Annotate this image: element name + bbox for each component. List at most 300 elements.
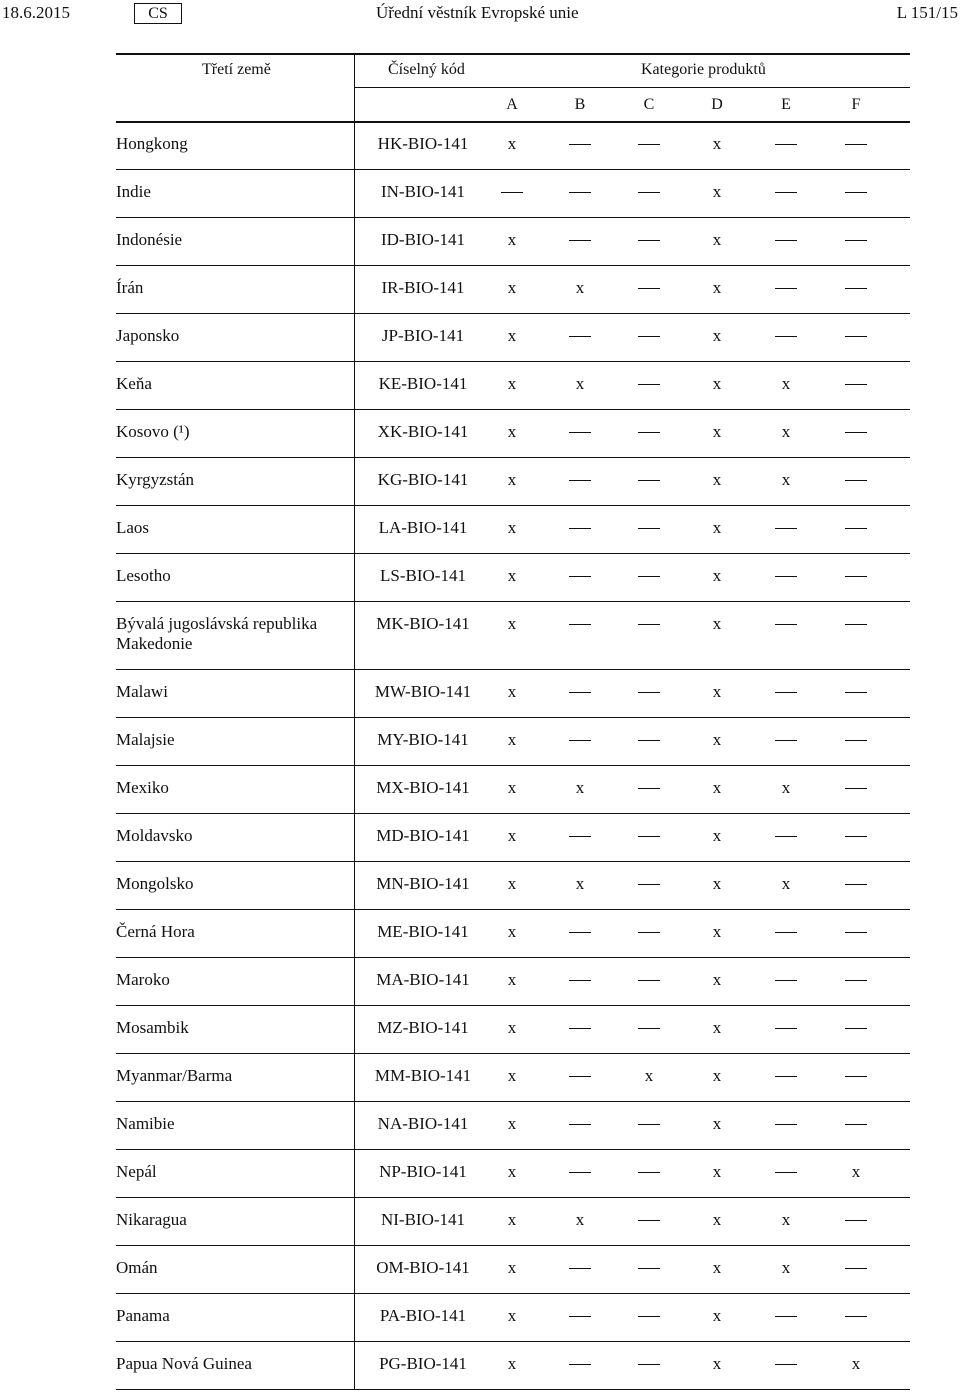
category-cell-f (836, 1258, 876, 1278)
row-rule (116, 957, 910, 958)
category-cell-d: x (712, 1258, 722, 1277)
numeric-code: MM-BIO-141 (374, 1066, 472, 1085)
dash-mark (775, 1028, 797, 1029)
page-number: L 151/15 (896, 3, 958, 22)
dash-mark (569, 836, 591, 837)
dash-mark (775, 1364, 797, 1365)
category-cell-c (629, 374, 669, 394)
header-code: Číselný kód (388, 61, 465, 78)
category-cell-a: x (507, 422, 517, 441)
category-cell-e (766, 566, 806, 586)
category-header-a: A (506, 96, 518, 113)
header-categories: Kategorie produktů (641, 61, 766, 78)
row-rule (116, 765, 910, 766)
category-cell-c (629, 1306, 669, 1326)
dash-mark (638, 884, 660, 885)
category-cell-c (629, 1162, 669, 1182)
row-rule (116, 553, 910, 554)
row-rule (116, 169, 910, 170)
dash-mark (569, 1028, 591, 1029)
category-cell-f (836, 922, 876, 942)
dash-mark (775, 192, 797, 193)
dash-mark (775, 240, 797, 241)
category-cell-e (766, 1018, 806, 1038)
category-cell-e (766, 1162, 806, 1182)
category-cell-f (836, 470, 876, 490)
category-cell-f (836, 422, 876, 442)
table-row (116, 1053, 910, 1101)
dash-mark (845, 240, 867, 241)
category-cell-b (560, 230, 600, 250)
dash-mark (775, 1124, 797, 1125)
category-cell-b: x (575, 1210, 585, 1229)
country-name: Nikaragua (116, 1210, 187, 1229)
dash-mark (638, 336, 660, 337)
dash-mark (638, 576, 660, 577)
category-cell-b (560, 1018, 600, 1038)
dash-mark (845, 788, 867, 789)
table-row (116, 765, 910, 813)
dash-mark (638, 1220, 660, 1221)
category-cell-c (629, 1354, 669, 1374)
dash-mark (569, 528, 591, 529)
category-cell-e: x (781, 1258, 791, 1277)
dash-mark (638, 240, 660, 241)
dash-mark (845, 576, 867, 577)
dash-mark (638, 692, 660, 693)
category-header-b: B (574, 96, 586, 113)
category-cell-d: x (712, 326, 722, 345)
category-cell-b (560, 1162, 600, 1182)
dash-mark (845, 480, 867, 481)
table-top-rule (116, 53, 910, 55)
row-rule (116, 813, 910, 814)
category-cell-e (766, 1354, 806, 1374)
table-row (116, 265, 910, 313)
dash-mark (845, 884, 867, 885)
category-cell-f (836, 1066, 876, 1086)
category-cell-a: x (507, 1354, 517, 1373)
category-cell-e (766, 730, 806, 750)
category-cell-a: x (507, 1258, 517, 1277)
dash-mark (569, 932, 591, 933)
row-rule (116, 1005, 910, 1006)
dash-mark (845, 740, 867, 741)
dash-mark (569, 144, 591, 145)
category-cell-a: x (507, 778, 517, 797)
category-cell-c (629, 326, 669, 346)
dash-mark (845, 1028, 867, 1029)
category-cell-e: x (781, 470, 791, 489)
category-cell-d: x (712, 278, 722, 297)
category-cell-d: x (712, 518, 722, 537)
row-rule (116, 717, 910, 718)
category-cell-c: x (644, 1066, 654, 1085)
category-cell-b (560, 134, 600, 154)
category-cell-b: x (575, 374, 585, 393)
row-rule (116, 1053, 910, 1054)
country-name: Kyrgyzstán (116, 470, 195, 489)
category-cell-e: x (781, 422, 791, 441)
category-cell-a: x (507, 470, 517, 489)
category-cell-a: x (507, 922, 517, 941)
table-row (116, 553, 910, 601)
numeric-code: NI-BIO-141 (380, 1210, 466, 1229)
numeric-code: KG-BIO-141 (377, 470, 469, 489)
category-cell-a: x (507, 1066, 517, 1085)
category-cell-b (560, 1306, 600, 1326)
category-header-d: D (711, 96, 723, 113)
country-name: Myanmar/Barma (116, 1066, 233, 1085)
dash-mark (775, 1172, 797, 1173)
table-row (116, 1293, 910, 1341)
dash-mark (638, 836, 660, 837)
row-rule (116, 313, 910, 314)
dash-mark (638, 1268, 660, 1269)
category-cell-b (560, 922, 600, 942)
category-cell-f (836, 230, 876, 250)
dash-mark (569, 240, 591, 241)
dash-mark (638, 624, 660, 625)
category-cell-f (836, 518, 876, 538)
table-row (116, 601, 910, 669)
numeric-code: JP-BIO-141 (381, 326, 465, 345)
table-row (116, 861, 910, 909)
category-cell-a: x (507, 326, 517, 345)
category-cell-e (766, 1114, 806, 1134)
row-rule (116, 1245, 910, 1246)
numeric-code: MN-BIO-141 (376, 874, 470, 893)
header-column-divider (354, 53, 355, 87)
table-row (116, 457, 910, 505)
category-cell-b (560, 326, 600, 346)
row-rule (116, 669, 910, 670)
numeric-code: MX-BIO-141 (376, 778, 470, 797)
category-cell-f (836, 278, 876, 298)
category-cell-f (836, 1114, 876, 1134)
row-rule (116, 409, 910, 410)
dash-mark (845, 1124, 867, 1125)
category-cell-d: x (712, 922, 722, 941)
category-header-c: C (643, 96, 655, 113)
dash-mark (775, 288, 797, 289)
category-cell-c (629, 970, 669, 990)
category-cell-d: x (712, 1354, 722, 1373)
category-cell-e: x (781, 778, 791, 797)
header-country: Třetí země (202, 61, 271, 78)
category-cell-e (766, 682, 806, 702)
category-cell-e (766, 826, 806, 846)
category-cell-b (560, 422, 600, 442)
category-cell-c (629, 682, 669, 702)
table-row (116, 217, 910, 265)
row-rule (116, 121, 910, 123)
category-cell-f (836, 970, 876, 990)
category-cell-a: x (507, 374, 517, 393)
country-name: Kosovo (¹) (116, 422, 190, 441)
numeric-code: IN-BIO-141 (380, 182, 466, 201)
category-cell-d: x (712, 470, 722, 489)
category-cell-f (836, 1018, 876, 1038)
category-cell-a: x (507, 1210, 517, 1229)
category-cell-a: x (507, 1018, 517, 1037)
category-cell-b (560, 682, 600, 702)
numeric-code: LS-BIO-141 (380, 566, 466, 585)
journal-title: Úřední věstník Evropské unie (376, 3, 579, 22)
dash-mark (845, 384, 867, 385)
category-cell-b (560, 518, 600, 538)
country-name: Laos (116, 518, 150, 537)
category-cell-e (766, 970, 806, 990)
dash-mark (845, 192, 867, 193)
row-rule (116, 457, 910, 458)
category-cell-c (629, 470, 669, 490)
dash-mark (845, 1220, 867, 1221)
dash-mark (638, 432, 660, 433)
category-cell-f (836, 1210, 876, 1230)
category-cell-d: x (712, 374, 722, 393)
category-cell-f (836, 874, 876, 894)
dash-mark (569, 432, 591, 433)
category-cell-a: x (507, 1306, 517, 1325)
table-row (116, 409, 910, 457)
row-rule (116, 1101, 910, 1102)
category-cell-f (836, 374, 876, 394)
dash-mark (638, 384, 660, 385)
category-cell-e (766, 278, 806, 298)
country-name: Panama (116, 1306, 170, 1325)
dash-mark (845, 336, 867, 337)
table-row (116, 361, 910, 409)
country-name: Papua Nová Guinea (116, 1354, 252, 1373)
country-name: Maroko (116, 970, 170, 989)
category-cell-d: x (712, 182, 722, 201)
country-name: Namibie (116, 1114, 175, 1133)
numeric-code: KE-BIO-141 (378, 374, 468, 393)
dash-mark (638, 192, 660, 193)
table-row (116, 505, 910, 553)
numeric-code: NP-BIO-141 (379, 1162, 467, 1181)
dash-mark (569, 692, 591, 693)
dash-mark (845, 432, 867, 433)
category-cell-d: x (712, 230, 722, 249)
category-cell-c (629, 614, 669, 634)
category-cell-d: x (712, 1114, 722, 1133)
table-row (116, 1341, 910, 1389)
category-cell-f (836, 182, 876, 202)
numeric-code: MD-BIO-141 (376, 826, 470, 845)
dash-mark (638, 1124, 660, 1125)
table-row (116, 121, 910, 169)
table-row (116, 813, 910, 861)
table-row (116, 957, 910, 1005)
category-header-e: E (781, 96, 791, 113)
category-cell-d: x (712, 874, 722, 893)
category-cell-f: x (851, 1162, 861, 1181)
category-cell-d: x (712, 134, 722, 153)
category-cell-c (629, 826, 669, 846)
category-cell-a: x (507, 134, 517, 153)
row-rule (116, 265, 910, 266)
category-cell-d: x (712, 778, 722, 797)
dash-mark (845, 1316, 867, 1317)
category-cell-a: x (507, 1162, 517, 1181)
numeric-code: MY-BIO-141 (377, 730, 469, 749)
category-cell-e (766, 922, 806, 942)
category-cell-f (836, 730, 876, 750)
country-name: Keňa (116, 374, 152, 393)
category-cell-b (560, 182, 600, 202)
table-row (116, 169, 910, 217)
country-name: Bývalá jugoslávská republika Makedonie (116, 614, 318, 653)
table-row (116, 669, 910, 717)
category-cell-a (492, 182, 532, 202)
dash-mark (638, 528, 660, 529)
category-cell-f (836, 682, 876, 702)
dash-mark (845, 624, 867, 625)
country-name: Černá Hora (116, 922, 195, 941)
table-row (116, 717, 910, 765)
category-cell-a: x (507, 518, 517, 537)
category-cell-f (836, 778, 876, 798)
header-rule (354, 87, 910, 88)
category-cell-d: x (712, 1162, 722, 1181)
numeric-code: IR-BIO-141 (381, 278, 465, 297)
table-row (116, 1197, 910, 1245)
dash-mark (775, 1076, 797, 1077)
category-cell-a: x (507, 970, 517, 989)
dash-mark (638, 1364, 660, 1365)
category-cell-b (560, 1066, 600, 1086)
category-cell-a: x (507, 566, 517, 585)
category-cell-c (629, 422, 669, 442)
dash-mark (845, 836, 867, 837)
dash-mark (845, 528, 867, 529)
dash-mark (569, 1076, 591, 1077)
category-cell-c (629, 1114, 669, 1134)
category-cell-b: x (575, 278, 585, 297)
country-name: Lesotho (116, 566, 171, 585)
category-cell-e (766, 614, 806, 634)
numeric-code: NA-BIO-141 (377, 1114, 469, 1133)
dash-mark (569, 336, 591, 337)
category-cell-a: x (507, 874, 517, 893)
category-cell-c (629, 134, 669, 154)
dash-mark (569, 1268, 591, 1269)
dash-mark (775, 144, 797, 145)
column-divider (354, 87, 355, 1389)
dash-mark (638, 144, 660, 145)
category-cell-a: x (507, 826, 517, 845)
category-cell-b (560, 614, 600, 634)
numeric-code: PA-BIO-141 (379, 1306, 467, 1325)
table-row (116, 909, 910, 957)
category-cell-e (766, 518, 806, 538)
category-cell-d: x (712, 614, 722, 633)
country-name: Japonsko (116, 326, 180, 345)
dash-mark (845, 1268, 867, 1269)
dash-mark (845, 692, 867, 693)
category-cell-b: x (575, 778, 585, 797)
dash-mark (775, 932, 797, 933)
dash-mark (569, 624, 591, 625)
category-cell-e: x (781, 374, 791, 393)
category-cell-a: x (507, 1114, 517, 1133)
dash-mark (501, 192, 523, 193)
category-cell-d: x (712, 970, 722, 989)
country-name: Mosambik (116, 1018, 189, 1037)
category-cell-d: x (712, 1306, 722, 1325)
category-cell-b (560, 1258, 600, 1278)
dash-mark (638, 1028, 660, 1029)
row-rule (116, 909, 910, 910)
country-name: Moldavsko (116, 826, 193, 845)
row-rule (116, 1197, 910, 1198)
dash-mark (638, 932, 660, 933)
country-name: Írán (116, 278, 144, 297)
category-cell-d: x (712, 682, 722, 701)
row-rule (116, 861, 910, 862)
dash-mark (775, 1316, 797, 1317)
category-cell-c (629, 1018, 669, 1038)
numeric-code: MW-BIO-141 (374, 682, 472, 701)
category-cell-a: x (507, 730, 517, 749)
category-cell-e (766, 182, 806, 202)
row-rule (116, 1389, 910, 1390)
category-cell-c (629, 874, 669, 894)
numeric-code: OM-BIO-141 (376, 1258, 470, 1277)
category-cell-d: x (712, 422, 722, 441)
row-rule (116, 217, 910, 218)
row-rule (116, 361, 910, 362)
dash-mark (569, 740, 591, 741)
dash-mark (845, 144, 867, 145)
category-cell-c (629, 278, 669, 298)
category-cell-d: x (712, 730, 722, 749)
country-name: Omán (116, 1258, 158, 1277)
country-name: Hongkong (116, 134, 188, 153)
table-row (116, 1149, 910, 1197)
category-cell-b: x (575, 874, 585, 893)
dash-mark (775, 692, 797, 693)
dash-mark (845, 980, 867, 981)
dash-mark (775, 836, 797, 837)
category-cell-e (766, 1066, 806, 1086)
category-cell-e (766, 230, 806, 250)
numeric-code: MA-BIO-141 (376, 970, 470, 989)
category-cell-c (629, 1258, 669, 1278)
dash-mark (638, 480, 660, 481)
category-cell-b (560, 566, 600, 586)
numeric-code: XK-BIO-141 (377, 422, 469, 441)
dash-mark (638, 1316, 660, 1317)
row-rule (116, 1341, 910, 1342)
dash-mark (638, 288, 660, 289)
category-cell-c (629, 922, 669, 942)
row-rule (116, 1149, 910, 1150)
country-name: Indie (116, 182, 151, 201)
numeric-code: ID-BIO-141 (380, 230, 466, 249)
country-name: Mexiko (116, 778, 169, 797)
category-cell-b (560, 470, 600, 490)
dash-mark (569, 576, 591, 577)
category-cell-e: x (781, 874, 791, 893)
category-cell-d: x (712, 826, 722, 845)
dash-mark (775, 740, 797, 741)
category-cell-b (560, 730, 600, 750)
row-rule (116, 601, 910, 602)
category-cell-c (629, 1210, 669, 1230)
